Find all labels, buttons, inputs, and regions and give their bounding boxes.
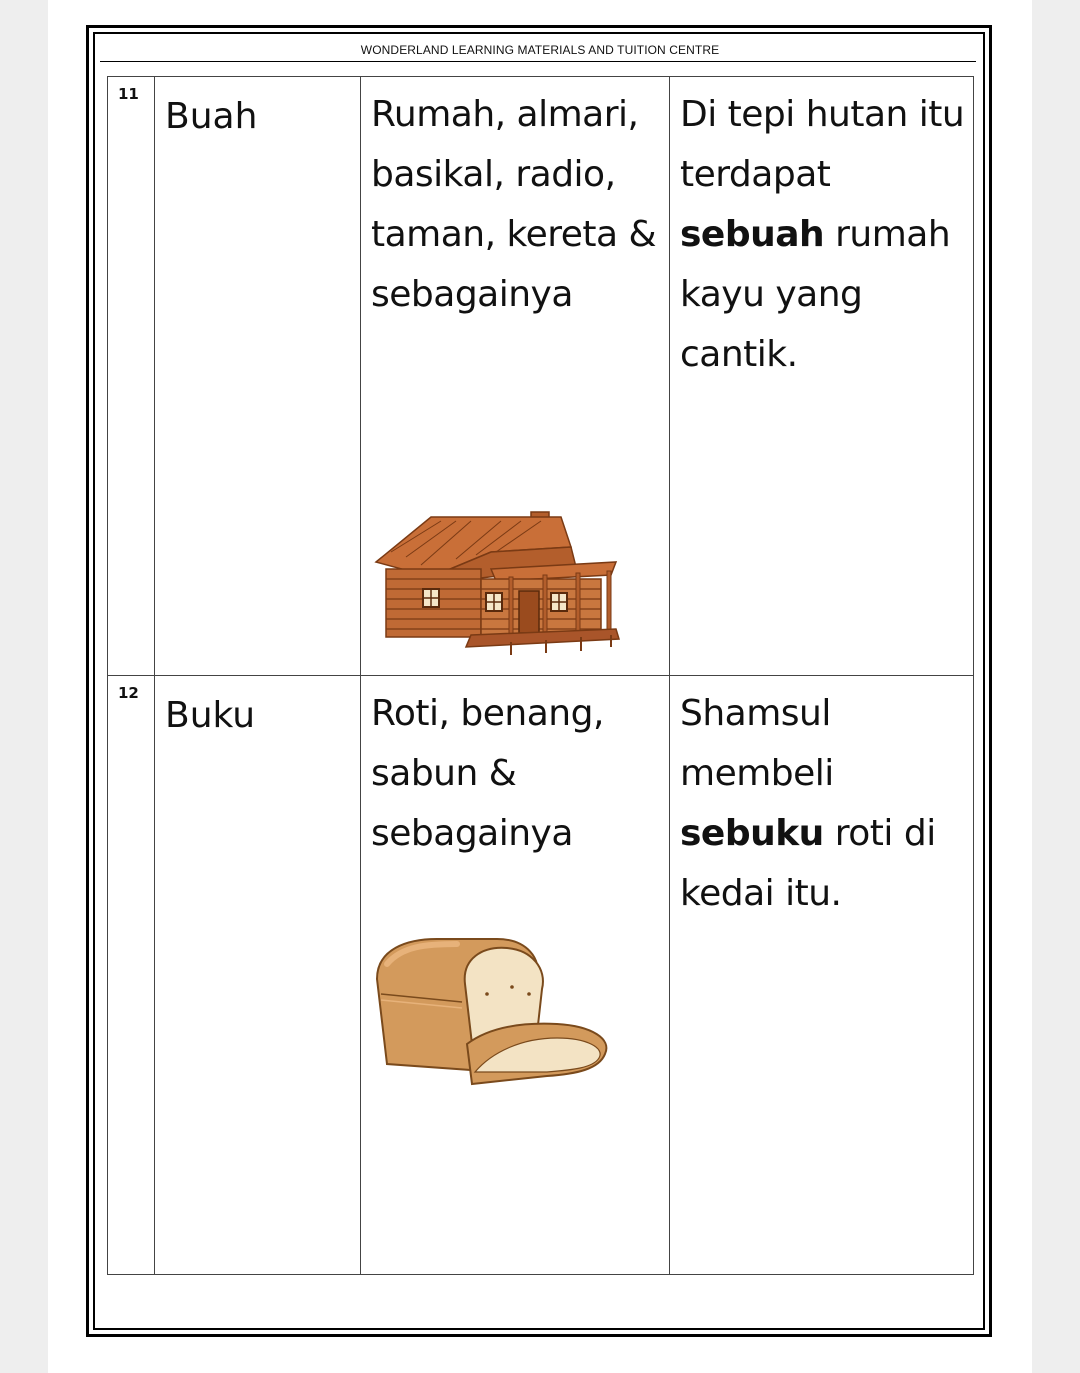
sentence-highlight: sebuku <box>680 813 824 854</box>
row-number-cell <box>108 77 155 676</box>
vocabulary-table <box>107 76 974 1275</box>
examples-cell <box>361 676 670 1275</box>
sentence-cell <box>670 676 974 1275</box>
sentence-text-before: Shamsul membeli <box>680 693 834 794</box>
table-row <box>108 77 974 676</box>
examples-text: Roti, benang, sabun & sebagainya <box>371 693 604 854</box>
sentence-text-after: roti di kedai itu. <box>680 813 936 914</box>
example-sentence <box>670 77 973 385</box>
sentence-text-after: rumah kayu yang cantik. <box>680 214 951 375</box>
row-number: 12 <box>118 684 139 702</box>
classifier-word: Buku <box>165 695 256 736</box>
sentence-cell <box>670 77 974 676</box>
example-sentence <box>670 676 973 924</box>
sentence-highlight: sebuah <box>680 214 825 255</box>
table-row <box>108 676 974 1275</box>
bread-loaf-image <box>367 934 617 1094</box>
row-number: 11 <box>118 85 139 103</box>
log-cabin-image <box>371 507 621 657</box>
sentence-text-before: Di tepi hutan itu terdapat <box>680 94 965 195</box>
examples-cell <box>361 77 670 676</box>
word-cell <box>155 77 361 676</box>
examples-text: Rumah, almari, basikal, radio, taman, kereta & sebagainya <box>371 94 657 315</box>
header-divider <box>100 61 976 62</box>
word-cell <box>155 676 361 1275</box>
header-title: WONDERLAND LEARNING MATERIALS AND TUITION CENTRE <box>360 43 720 57</box>
row-number-cell <box>108 676 155 1275</box>
classifier-word: Buah <box>165 96 258 137</box>
